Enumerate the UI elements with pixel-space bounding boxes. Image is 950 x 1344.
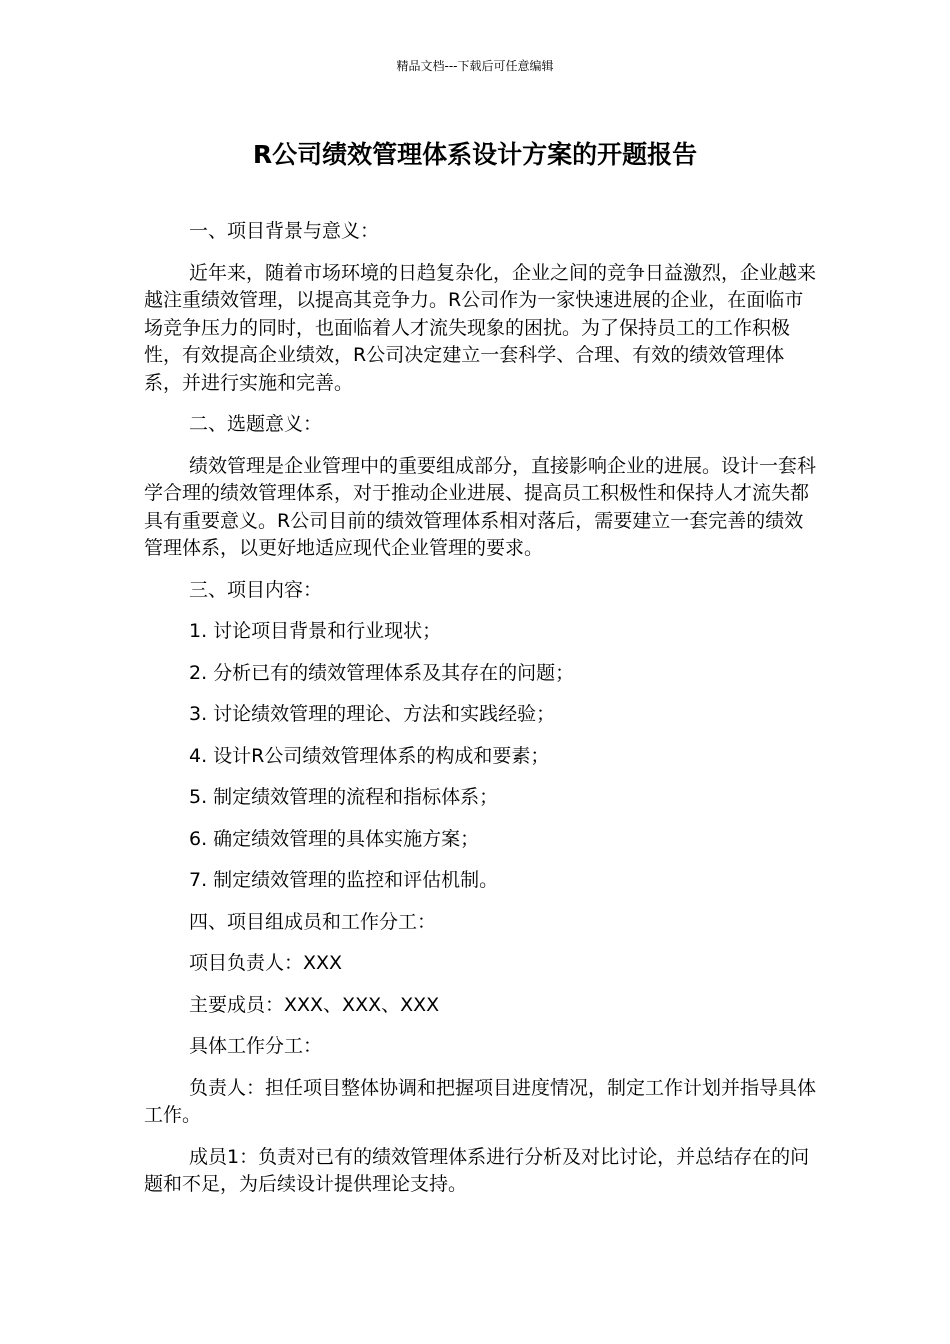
list-item: 2. 分析已有的绩效管理体系及其存在的问题；	[189, 661, 575, 684]
list-item: 1. 讨论项目背景和行业现状；	[189, 620, 442, 642]
paragraph-significance: 绩效管理是企业管理中的重要组成部分，直接影响企业的进展。设计一套科学合理的绩效管理体系，对于推动企业进展、提高员工积极性和保持人才流失都具有重要意义。R公司目前的绩效管理体系相对落后，需要建立一套完善的绩效管理体系，以更好地适应现代企业管理的要求。	[144, 454, 817, 559]
list-item: 5. 制定绩效管理的流程和指标体系；	[189, 786, 499, 808]
document-body	[144, 218, 820, 1213]
member1-duty-paragraph: 成员1：负责对已有的绩效管理体系进行分析及对比讨论，并总结存在的问题和不足，为后续设计提供理论支持。	[144, 1145, 810, 1195]
list-item: 4. 设计R公司绩效管理体系的构成和要素；	[189, 744, 550, 767]
section-heading-team: 四、项目组成员和工作分工：	[189, 910, 437, 933]
document-title: R公司绩效管理体系设计方案的开题报告	[252, 140, 698, 169]
list-item: 6. 确定绩效管理的具体实施方案；	[189, 827, 480, 850]
list-item: 7. 制定绩效管理的监控和评估机制。	[189, 869, 499, 891]
division-heading: 具体工作分工：	[189, 1035, 323, 1057]
project-leader-line: 项目负责人：XXX	[189, 952, 343, 974]
leader-duty-paragraph: 负责人：担任项目整体协调和把握项目进度情况，制定工作计划并指导具体工作。	[144, 1076, 817, 1126]
list-item: 3. 讨论绩效管理的理论、方法和实践经验；	[189, 703, 556, 725]
header-note: 精品文档---下载后可任意编辑	[396, 59, 554, 73]
section-heading-content: 三、项目内容：	[189, 578, 323, 601]
main-members-line: 主要成员：XXX、XXX、XXX	[189, 993, 440, 1016]
paragraph-background: 近年来，随着市场环境的日趋复杂化，企业之间的竞争日益激烈，企业越来越注重绩效管理，以提高其竞争力。R公司作为一家快速进展的企业，在面临市场竞争压力的同时，也面临着人才流失现象的困扰。为了保持员工的工作积极性，有效提高企业绩效，R公司决定建立一套科学、合理、有效的绩效管理体系，并进行实施和完善。	[144, 261, 817, 394]
section-heading-background: 一、项目背景与意义：	[189, 220, 380, 242]
section-heading-significance: 二、选题意义：	[189, 413, 323, 435]
